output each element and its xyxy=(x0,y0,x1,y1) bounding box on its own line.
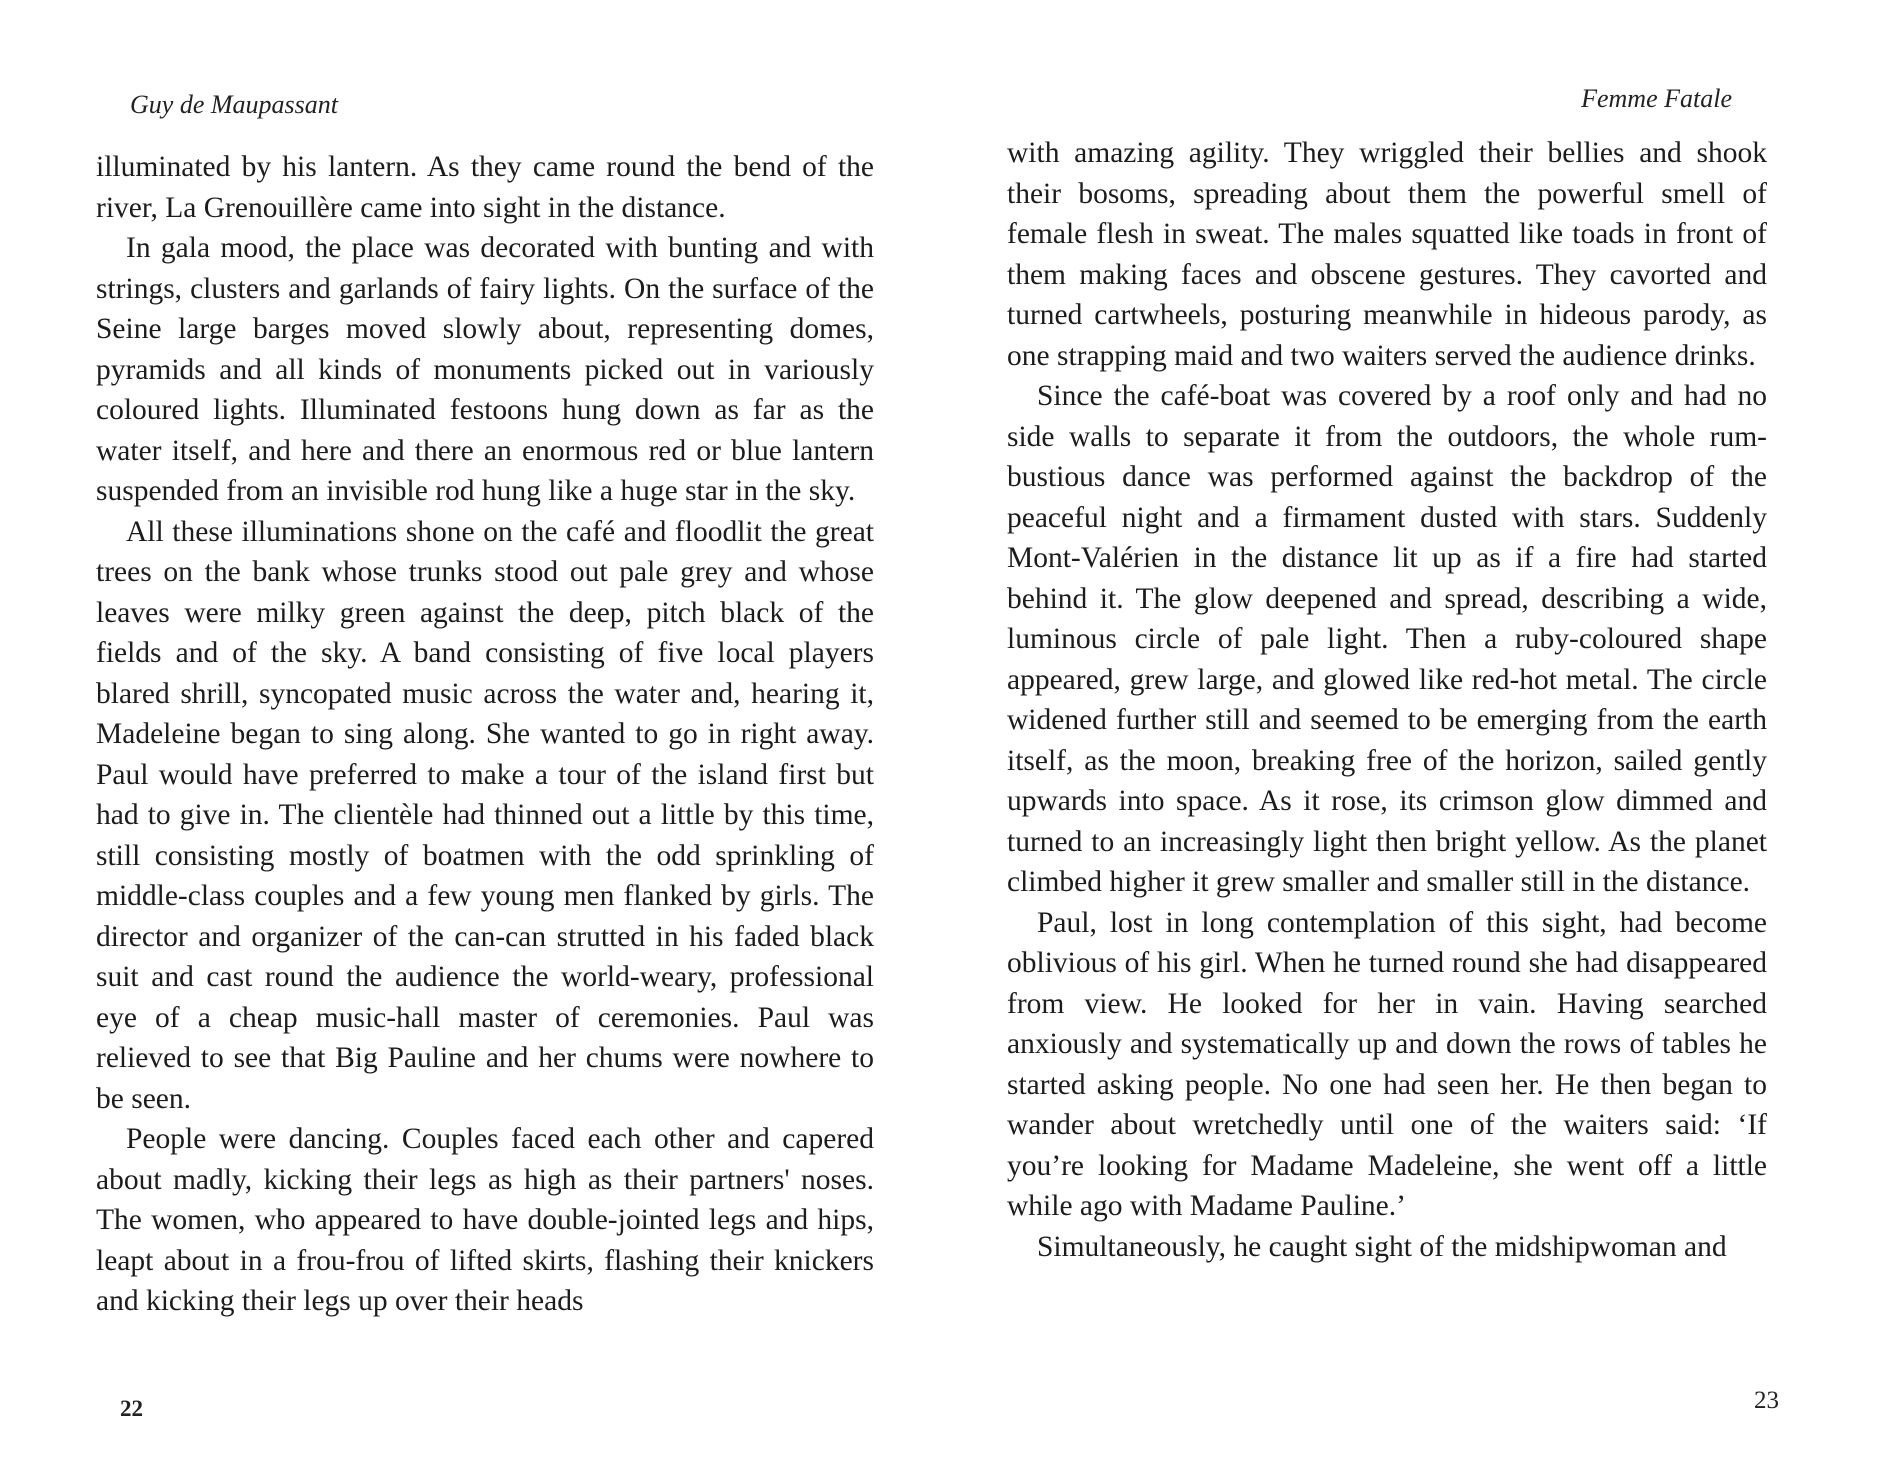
paragraph: Simultaneously, he caught sight of the midshipwoman and xyxy=(1037,1230,1727,1263)
running-head-title: Femme Fatale xyxy=(1581,84,1732,113)
right-page xyxy=(949,0,1898,1481)
paragraph: Since the café-boat was covered by a roof only and had no side walls to separate it from the outdoors, the whole rumbustious dance was performed against the backdrop of the peaceful night and a firmament dusted with stars. Suddenly Mont-Valérien in the distance lit up as if a fire had started behind it. The glow deepened and spread, describing a wide, luminous circle of pale light. Then a ruby-coloured shape appeared, grew large, and glowed like red-hot metal. The circle widened further still and seemed to be emerging from the earth itself, as the moon, breaking free of the horizon, sailed gently upwards into space. As it rose, its crimson glow dimmed and turned to an increasingly light then bright yellow. As the planet climbed higher it grew smaller and smaller still in the distance. xyxy=(1007,380,1767,898)
running-head-author: Guy de Maupassant xyxy=(130,90,338,119)
left-page-body xyxy=(96,147,874,1322)
page-number: 23 xyxy=(1754,1387,1779,1414)
page-number: 22 xyxy=(120,1396,143,1421)
paragraph: with amazing agility. They wriggled their bellies and shook their bosoms, spreading about them the powerful smell of female flesh in sweat. The males squatted like toads in front of them making faces and obscene gestures. They cavorted and turned cartwheels, posturing meanwhile in hideous parody, as one strapping maid and two waiters served the audience drinks. xyxy=(1007,137,1767,372)
paragraph: In gala mood, the place was decorated with bunting and with strings, clusters and garlands of fairy lights. On the surface of the Seine large barges moved slowly about, representing domes, pyramids and all kinds of monuments picked out in variously coloured lights. Illuminated festoons hung down as far as the water itself, and here and there an enormous red or blue lantern suspended from an invisible rod hung like a huge star in the sky. xyxy=(96,232,874,507)
paragraph: People were dancing. Couples faced each other and capered about madly, kicking their legs as high as their partners' noses. The women, who appeared to have double-jointed legs and hips, leapt about in a frou-frou of lifted skirts, flashing their knickers and kicking their legs up over their heads xyxy=(96,1123,874,1317)
paragraph: Paul, lost in long contemplation of this sight, had become oblivious of his girl. When he turned round she had disappeared from view. He looked for her in vain. Having searched anxiously and systematically up and down the rows of tables he started asking people. No one had seen her. He then began to wander about wretchedly until one of the waiters said: ‘If you’re looking for Madame Madeleine, she went off a little while ago with Madame Pauline.’ xyxy=(1007,906,1767,1222)
right-page-body xyxy=(1007,133,1767,1267)
paragraph: All these illuminations shone on the café and floodlit the great trees on the bank whose trunks stood out pale grey and whose leaves were milky green against the deep, pitch black of the fields and of the sky. A band consisting of five local players blared shrill, syncopated music across the water and, hearing it, Madeleine began to sing along. She wanted to go in right away. Paul would have preferred to make a tour of the island first but had to give in. The clientèle had thinned out a little by this time, still consisting mostly of boatmen with the odd sprinkling of middle-class couples and a few young men flanked by girls. The director and organizer of the can-can strutted in his faded black suit and cast round the audience the world-weary, professional eye of a cheap music-hall master of ceremonies. Paul was relieved to see that Big Pauline and her chums were nowhere to be seen. xyxy=(96,515,874,1115)
paragraph: illuminated by his lantern. As they came round the bend of the river, La Grenouillère came into sight in the distance. xyxy=(96,151,874,224)
